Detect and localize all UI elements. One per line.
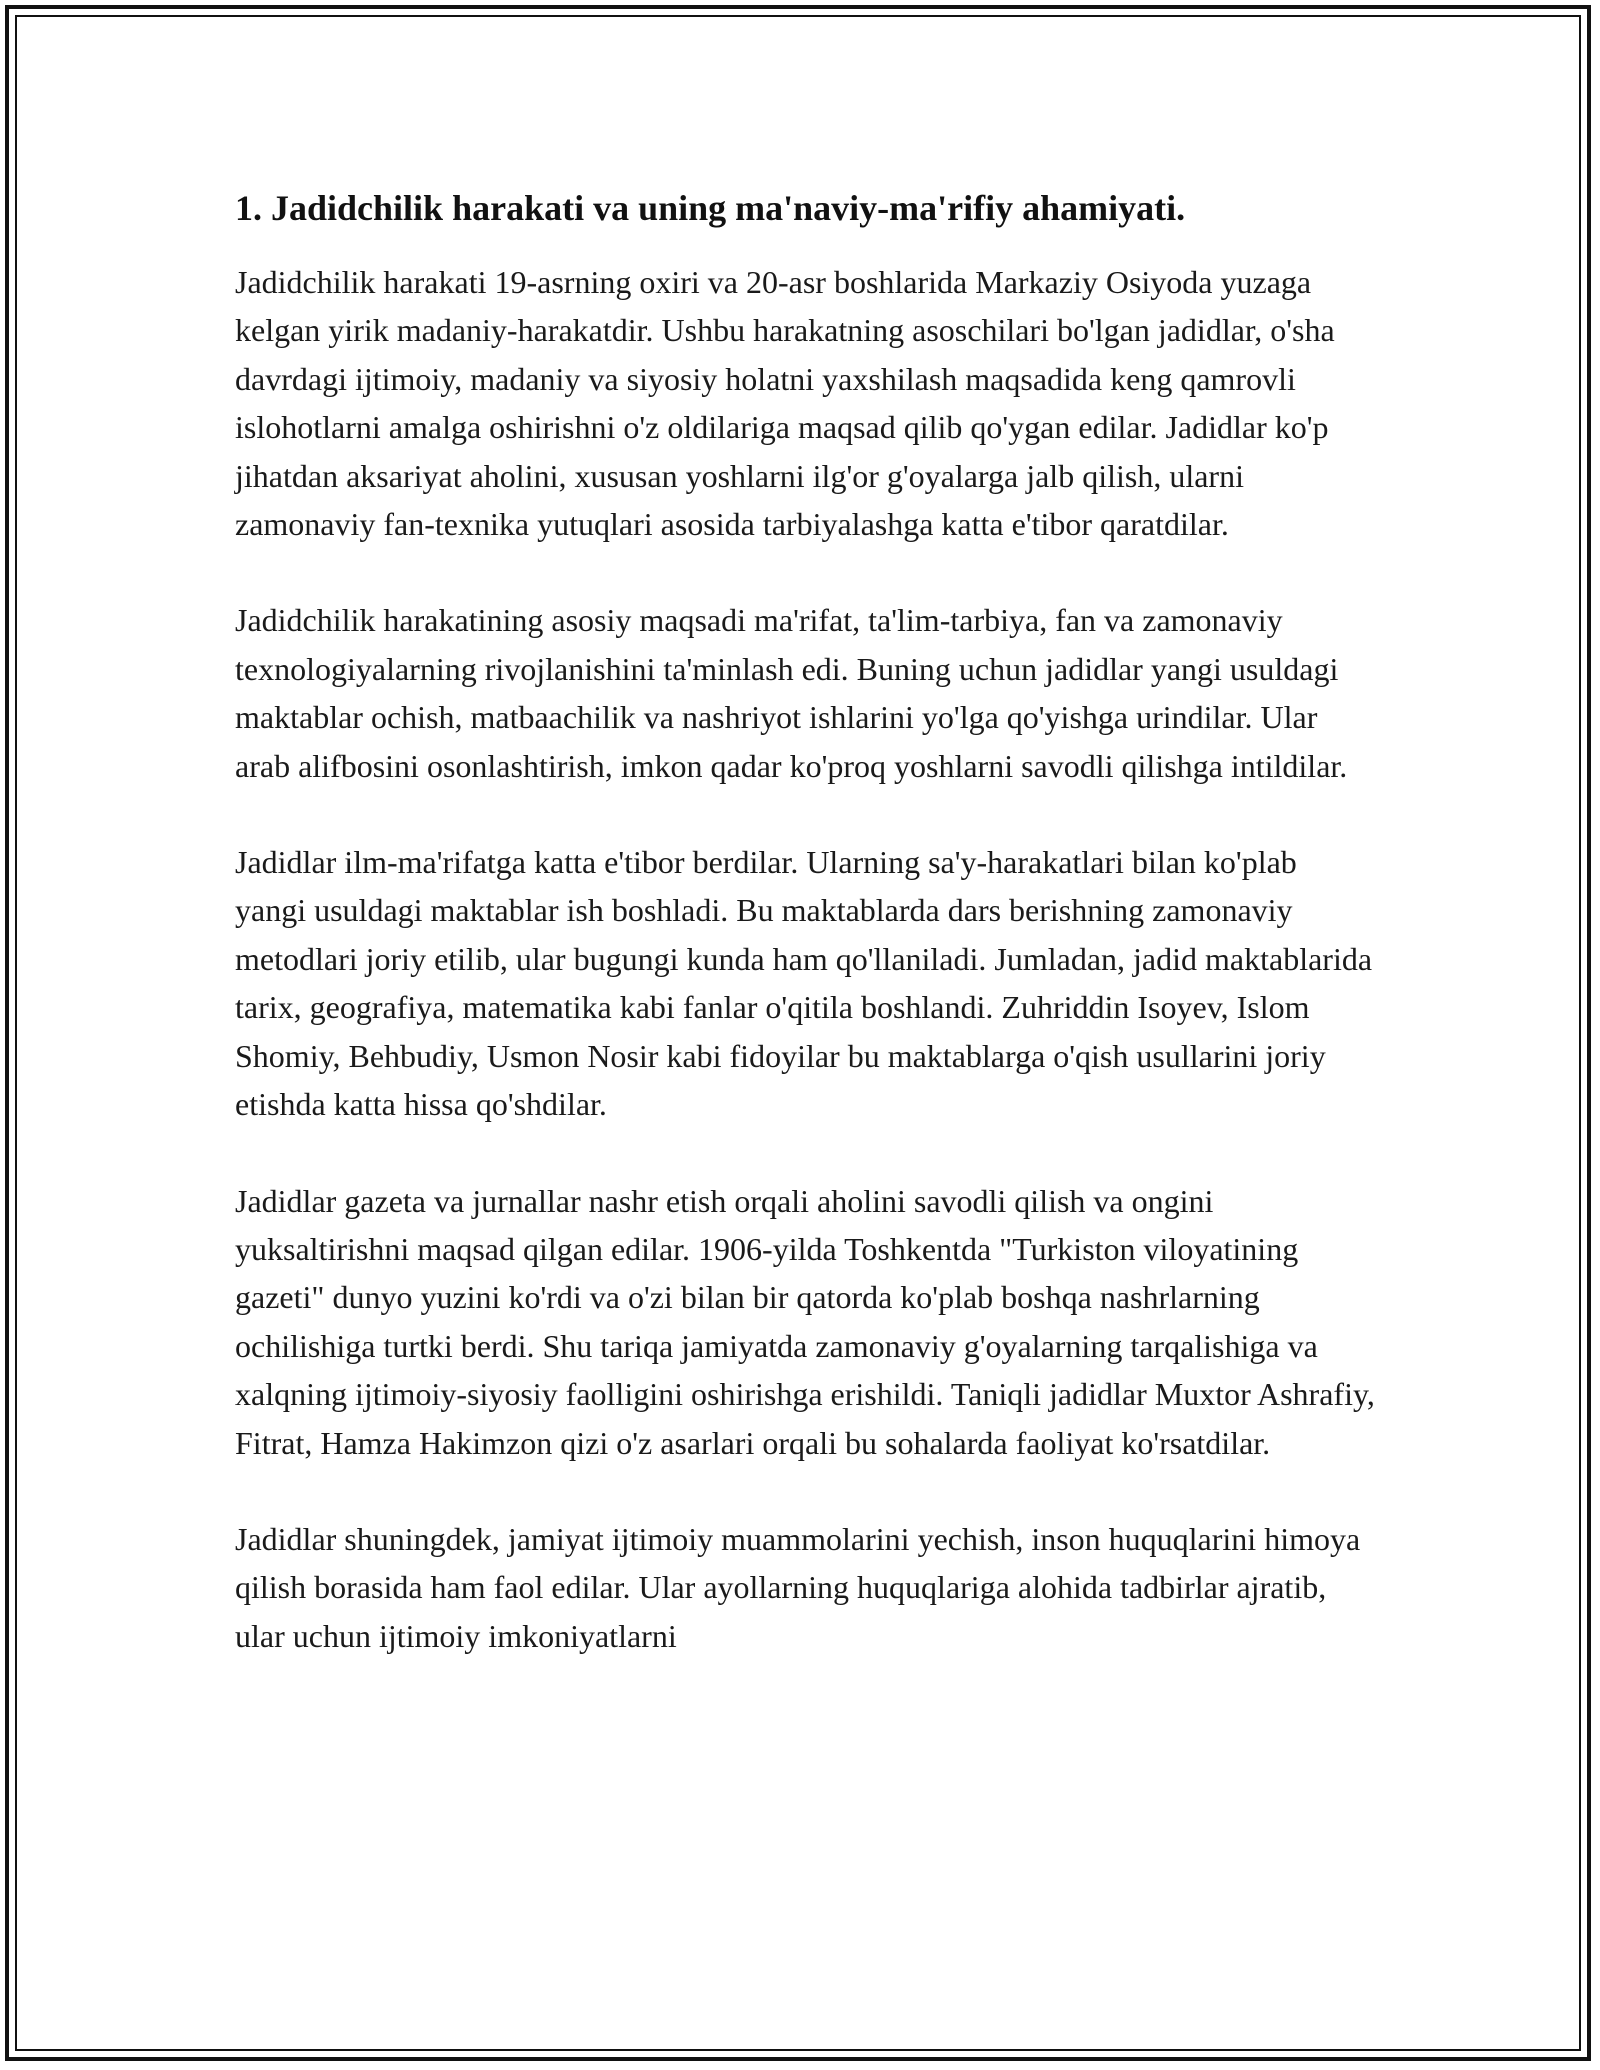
- paragraph-5: Jadidlar shuningdek, jamiyat ijtimoiy muammolarini yechish, inson huquqlarini himoya qilish borasida ham faol edilar. Ular ayollarning huquqlariga alohida tadbirlar ajratib, ular uchun ijtimoiy imkoniyatlarni: [235, 1520, 1361, 1654]
- section-heading: 1. Jadidchilik harakati va uning ma'naviy-ma'rifiy ahamiyati.: [235, 188, 1186, 228]
- paragraph-3: Jadidlar ilm-ma'rifatga katta e'tibor berdilar. Ularning sa'y-harakatlari bilan ko'plab yangi usuldagi maktablar ish boshladi. Bu maktablarda dars berishning zamonaviy metodlari joriy etilib, ular bugungi kunda ham qo'llaniladi. Jumladan, jadid maktablarida tarix, geografiya, matematika kabi fanlar o'qitila boshlandi. Zuhriddin Isoyev, Islom Shomiy, Behbudiy, Usmon Nosir kabi fidoyilar bu maktablarga o'qish usullarini joriy etishda katta hissa qo'shdilar.: [235, 844, 1373, 1123]
- paragraph-4: Jadidlar gazeta va jurnallar nashr etish orqali aholini savodli qilish va ongini yuksaltirishni maqsad qilgan edilar. 1906-yilda Toshkentda "Turkiston viloyatining gazeti" dunyo yuzini ko'rdi va o'zi bilan bir qatorda ko'plab boshqa nashrlarning ochilishiga turtki berdi. Shu tariqa jamiyatda zamonaviy g'oyalarning tarqalishiga va xalqning ijtimoiy-siyosiy faolligini oshirishga erishildi. Taniqli jadidlar Muxtor Ashrafiy, Fitrat, Hamza Hakimzon qizi o'z asarlari orqali bu sohalarda faoliyat ko'rsatdilar.: [235, 1182, 1375, 1461]
- paragraph-2: Jadidchilik harakatining asosiy maqsadi ma'rifat, ta'lim-tarbiya, fan va zamonaviy texnologiyalarning rivojlanishini ta'minlash edi. Buning uchun jadidlar yangi usuldagi maktablar ochish, matbaachilik va nashriyot ishlarini yo'lga qo'yishga urindilar. Ular arab alifbosini osonlashtirish, imkon qadar ko'proq yoshlarni savodli qilishga intildilar.: [235, 602, 1348, 784]
- document-body: [235, 186, 1375, 1708]
- paragraph-1: Jadidchilik harakati 19-asrning oxiri va 20-asr boshlarida Markaziy Osiyoda yuzaga kelgan yirik madaniy-harakatdir. Ushbu harakatning asoschilari bo'lgan jadidlar, o'sha davrdagi ijtimoiy, madaniy va siyosiy holatni yaxshilash maqsadida keng qamrovli islohotlarni amalga oshirishni o'z oldilariga maqsad qilib qo'ygan edilar. Jadidlar ko'p jihatdan aksariyat aholini, xususan yoshlarni ilg'or g'oyalarga jalb qilish, ularni zamonaviy fan-texnika yutuqlari asosida tarbiyalashga katta e'tibor qaratdilar.: [235, 264, 1335, 543]
